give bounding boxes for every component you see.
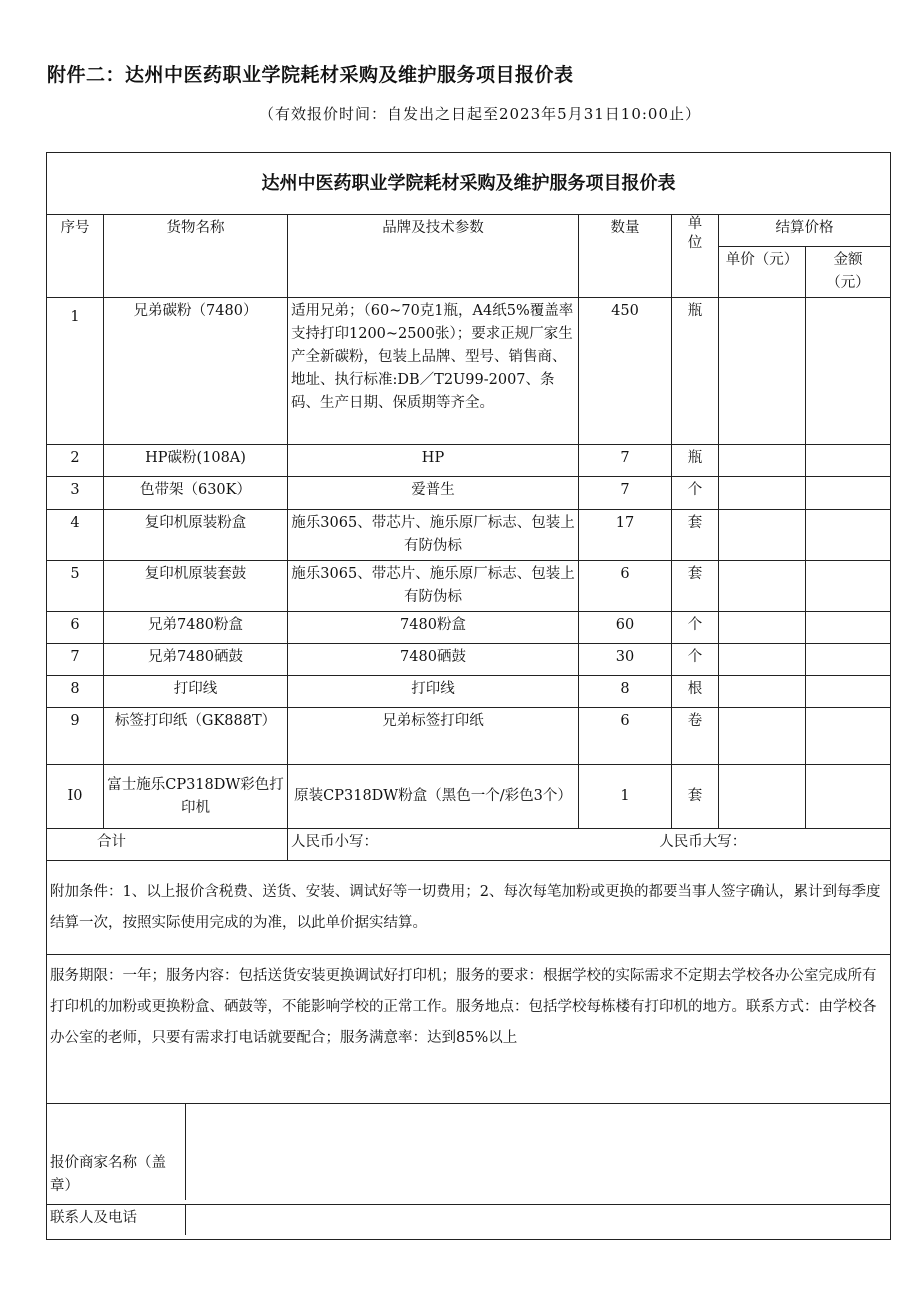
cell-spec: 爱普生 [288,477,579,510]
cell-unit-price[interactable] [719,676,806,708]
table-row [47,298,891,445]
cell-amount[interactable] [806,708,891,765]
cell-qty: 7 [579,445,672,477]
additional-conditions: 附加条件：1、以上报价含税费、送货、安装、调试好等一切费用；2、每次每笔加粉或更换的都要当事人签字确认，累计到每季度结算一次，按照实际使用完成的为准，以此单价据实结算。 [47,861,891,955]
cell-amount[interactable] [806,445,891,477]
cell-unit: 瓶 [672,445,719,477]
rmb-upper-label: 人民币大写： [659,834,747,850]
table-row [47,510,891,561]
cell-seq: 2 [47,445,104,477]
cell-spec: 兄弟标签打印纸 [288,708,579,765]
cell-amount[interactable] [806,612,891,644]
vendor-name-label-cell [47,1104,891,1205]
cell-unit-price[interactable] [719,298,806,445]
cell-spec: 7480硒鼓 [288,644,579,676]
cell-qty: 7 [579,477,672,510]
service-terms: 服务期限：一年；服务内容：包括送货安装更换调试好打印机；服务的要求：根据学校的实际需求不定期去学校各办公室完成所有打印机的加粉或更换粉盒、硒鼓等，不能影响学校的正常工作。服务地点：包括学校每栋楼有打印机的地方。联系方式：由学校各办公室的老师，只要有需求打电话就要配合；服务满意率：达到85%以上 [47,955,891,1104]
cell-qty: 60 [579,612,672,644]
table-title: 达州中医药职业学院耗材采购及维护服务项目报价表 [47,153,891,215]
vendor-name-value[interactable] [186,1104,890,1200]
table-row [47,612,891,644]
cell-name: 复印机原装粉盒 [104,510,288,561]
cell-seq: 8 [47,676,104,708]
cell-unit: 个 [672,477,719,510]
header-qty: 数量 [579,215,672,298]
cell-unit: 套 [672,561,719,612]
cell-name: 标签打印纸（GK888T） [104,708,288,765]
cell-spec: HP [288,445,579,477]
cell-qty: 8 [579,676,672,708]
cell-unit: 根 [672,676,719,708]
cell-seq: 1 [47,298,104,445]
cell-unit-price[interactable] [719,644,806,676]
cell-name: 兄弟7480粉盒 [104,612,288,644]
cell-spec: 施乐3065、带芯片、施乐原厂标志、包装上有防伪标 [288,510,579,561]
rmb-lower-label: 人民币小写： [291,834,378,850]
document-heading: 附件二：达州中医药职业学院耗材采购及维护服务项目报价表 [47,64,574,86]
cell-qty: 1 [579,765,672,829]
cell-unit-price[interactable] [719,510,806,561]
cell-qty: 6 [579,561,672,612]
cell-spec: 打印线 [288,676,579,708]
table-row [47,445,891,477]
cell-unit-price[interactable] [719,612,806,644]
quote-table [46,152,891,1240]
cell-spec: 适用兄弟；（60~70克1瓶，A4纸5%覆盖率支持打印1200~2500张）；要求正规厂家生产全新碳粉，包装上品牌、型号、销售商、地址、执行标准:DB／T2U99-2007、条码、生产日期、保质期等齐全。 [288,298,579,445]
cell-name: 打印线 [104,676,288,708]
cell-unit: 套 [672,765,719,829]
cell-unit: 个 [672,644,719,676]
table-row [47,561,891,612]
header-spec: 品牌及技术参数 [288,215,579,298]
cell-unit: 瓶 [672,298,719,445]
header-amount: 金额（元） [806,247,891,298]
cell-unit: 个 [672,612,719,644]
validity-note: （有效报价时间：自发出之日起至2023年5月31日10:00止） [258,105,702,123]
cell-seq: I0 [47,765,104,829]
cell-qty: 17 [579,510,672,561]
cell-amount[interactable] [806,644,891,676]
cell-unit-price[interactable] [719,477,806,510]
cell-name: 兄弟碳粉（7480） [104,298,288,445]
cell-unit-price[interactable] [719,561,806,612]
header-price-group: 结算价格 [719,215,891,247]
cell-amount[interactable] [806,561,891,612]
cell-name: HP碳粉(108A) [104,445,288,477]
cell-amount[interactable] [806,298,891,445]
total-amount-cell[interactable] [288,829,891,861]
cell-amount[interactable] [806,676,891,708]
cell-name: 色带架（630K） [104,477,288,510]
cell-seq: 6 [47,612,104,644]
cell-qty: 450 [579,298,672,445]
header-unit: 单位 [672,215,719,298]
vendor-name-label: 报价商家名称（盖章） [50,1155,166,1194]
cell-unit-price[interactable] [719,765,806,829]
cell-name: 复印机原装套鼓 [104,561,288,612]
header-unit-price: 单价（元） [719,247,806,298]
cell-seq: 5 [47,561,104,612]
cell-amount[interactable] [806,765,891,829]
cell-qty: 30 [579,644,672,676]
cell-unit-price[interactable] [719,445,806,477]
cell-qty: 6 [579,708,672,765]
table-row [47,477,891,510]
contact-value[interactable] [186,1205,890,1235]
cell-amount[interactable] [806,510,891,561]
header-name: 货物名称 [104,215,288,298]
cell-unit: 卷 [672,708,719,765]
total-label: 合计 [97,834,126,850]
table-row [47,765,891,829]
total-label-cell [47,829,288,861]
cell-spec: 7480粉盒 [288,612,579,644]
cell-amount[interactable] [806,477,891,510]
cell-seq: 3 [47,477,104,510]
table-row [47,676,891,708]
table-row [47,708,891,765]
cell-seq: 4 [47,510,104,561]
cell-spec: 原装CP318DW粉盒（黑色一个/彩色3个） [288,765,579,829]
cell-spec: 施乐3065、带芯片、施乐原厂标志、包装上有防伪标 [288,561,579,612]
cell-seq: 9 [47,708,104,765]
cell-seq: 7 [47,644,104,676]
cell-name: 兄弟7480硒鼓 [104,644,288,676]
header-seq: 序号 [47,215,104,298]
cell-unit: 套 [672,510,719,561]
cell-unit-price[interactable] [719,708,806,765]
cell-name: 富士施乐CP318DW彩色打印机 [104,765,288,829]
contact-row: 联系人及电话 [47,1205,891,1240]
table-row [47,644,891,676]
